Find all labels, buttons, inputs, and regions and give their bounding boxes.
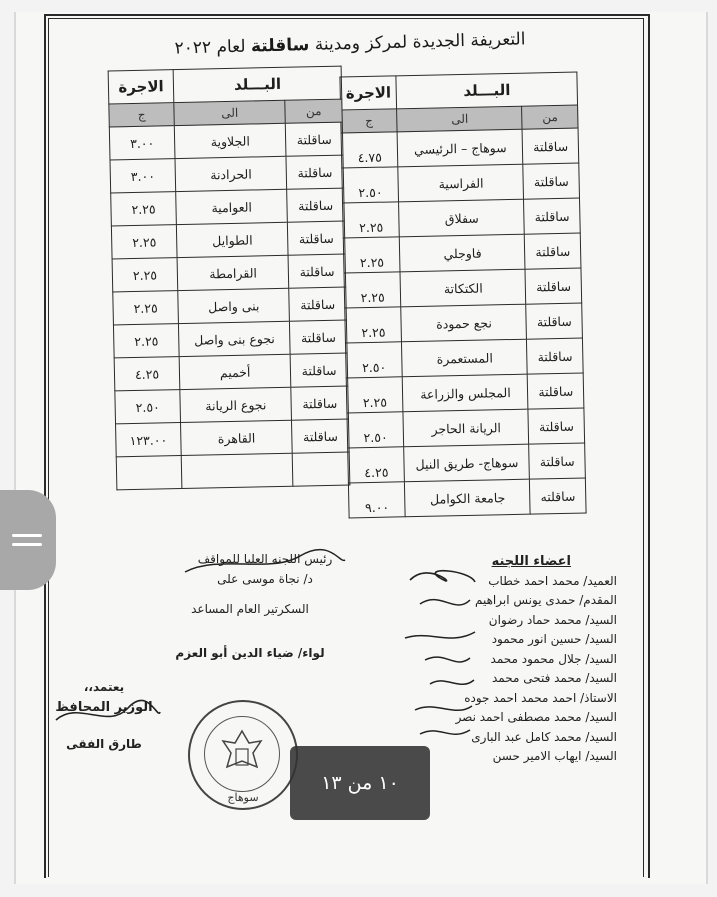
cell-from: ساقلتة	[289, 287, 346, 321]
cell-to: أخميم	[179, 354, 291, 389]
committee-member: السيد/ محمد كامل عبد البارى	[471, 729, 617, 744]
col-header-city: البـــلد	[396, 72, 577, 109]
fare-table-right	[339, 72, 586, 519]
table-row	[111, 221, 345, 259]
menu-line-icon	[12, 543, 42, 546]
cell-to: الكتكاتة	[400, 269, 526, 307]
approval-block	[44, 678, 164, 755]
col-header-from: من	[522, 105, 578, 129]
cell-to: فاوجلي	[400, 234, 526, 272]
cell-fare: ٢.٥٠	[347, 412, 404, 448]
cell-to: القاهرة	[181, 420, 293, 455]
cell-to: سوهاج- طريق النيل	[404, 444, 530, 482]
cell-fare: ٤.٢٥	[114, 357, 180, 391]
table-row	[343, 233, 581, 273]
secretary-block	[150, 600, 350, 663]
cell-from: ساقلتة	[292, 419, 349, 453]
cell-from: ساقلتة	[290, 320, 347, 354]
cell-fare: ٢.٢٥	[111, 192, 177, 226]
col-header-city: البـــلد	[173, 66, 342, 103]
col-header-fare: الاجرة	[340, 76, 397, 110]
cell-from: ساقلتة	[526, 303, 582, 339]
stamp-text: سوهاج	[227, 791, 259, 804]
col-header-from: من	[285, 99, 342, 123]
table-row	[116, 419, 350, 457]
cell-fare: ٤.٧٥	[341, 132, 398, 168]
menu-line-icon	[12, 534, 42, 537]
col-header-to: الى	[174, 100, 286, 125]
fare-table-left	[108, 66, 351, 491]
cell-fare: ٣.٠٠	[109, 126, 175, 160]
cell-fare: ٣.٠٠	[110, 159, 176, 193]
cell-fare: ٢.٢٥	[343, 202, 400, 238]
cell-from: ساقلتة	[291, 386, 348, 420]
cell-from	[292, 452, 349, 486]
cell-to: نجوع الريانة	[180, 387, 292, 422]
cell-fare: ١٢٣.٠٠	[116, 423, 182, 457]
table-row	[343, 198, 581, 238]
cell-to: الحرادنة	[175, 156, 287, 191]
cell-to: جامعة الكوامل	[405, 479, 531, 517]
head-committee-block	[170, 550, 360, 589]
committee-member: السيد/ ايهاب الامير حسن	[492, 749, 617, 763]
cell-from: ساقلتة	[286, 122, 343, 156]
cell-from: ساقلتة	[286, 155, 343, 189]
col-header-currency: ج	[341, 109, 398, 133]
table-row	[346, 373, 584, 413]
cell-fare: ٢.٥٠	[115, 390, 181, 424]
committee-member: السيد/ محمد فتحى محمد	[491, 671, 617, 685]
cell-fare: ٢.٢٥	[112, 258, 178, 292]
committee-member: العميد/ محمد احمد خطاب	[488, 573, 617, 588]
committee-member: السيد/ محمد مصطفى احمد نصر	[455, 710, 617, 724]
cell-fare: ٤.٢٥	[348, 447, 405, 483]
table-row	[348, 443, 586, 483]
cell-from: ساقلتة	[288, 221, 345, 255]
committee-member: الاستاذ/ احمد محمد احمد جوده	[464, 690, 617, 705]
approval-title: الوزير المحافظ	[55, 699, 153, 715]
table-row	[116, 452, 350, 490]
cell-from: ساقلتة	[524, 198, 580, 234]
cell-fare: ٢.٢٥	[344, 272, 401, 308]
stamp-eagle-icon	[204, 716, 280, 792]
cell-from: ساقلتة	[525, 233, 581, 269]
committee-title: اعضاء اللجنه	[491, 554, 571, 569]
cell-fare	[116, 456, 182, 490]
cell-fare: ٢.٥٠	[345, 342, 402, 378]
committee-member: السيد/ حسين انور محمود	[491, 632, 617, 646]
cell-to: القرامطة	[177, 255, 289, 290]
cell-to: العوامية	[176, 189, 288, 224]
table-row	[348, 478, 586, 518]
cell-to: المجلس والزراعة	[403, 374, 529, 412]
cell-from: ساقلتة	[288, 254, 345, 288]
table-row	[347, 408, 585, 448]
cell-fare: ٢.٢٥	[343, 237, 400, 273]
table-row	[113, 320, 347, 358]
secretary-name: لواء/ ضياء الدين أبو العزم	[175, 645, 325, 660]
cell-from: ساقلتة	[523, 128, 579, 164]
cell-fare: ٢.٢٥	[346, 377, 403, 413]
cell-to: نجوع بنى واصل	[179, 321, 291, 356]
side-drawer-handle[interactable]	[0, 490, 56, 590]
col-header-fare: الاجرة	[108, 70, 174, 104]
cell-to: بنى واصل	[178, 288, 290, 323]
cell-from: ساقلتة	[528, 408, 584, 444]
table-row	[113, 287, 347, 325]
cell-from: ساقلتة	[525, 268, 581, 304]
table-row	[345, 303, 583, 343]
col-header-currency: ج	[109, 103, 175, 127]
table-row	[341, 128, 579, 168]
table-row	[110, 155, 344, 193]
table-row	[114, 353, 348, 391]
page-title: التعريفة الجديدة لمركز ومدينة ساقلتة لعام ٢٠٢٢	[174, 29, 526, 59]
cell-to	[181, 453, 293, 488]
committee-member: المقدم/ حمدى يونس ابراهيم	[474, 593, 617, 607]
table-row	[112, 254, 346, 292]
cell-from: ساقلتة	[287, 188, 344, 222]
official-stamp	[188, 700, 298, 810]
table-row	[111, 188, 345, 226]
cell-fare: ٢.٢٥	[345, 307, 402, 343]
cell-from: ساقلتة	[528, 373, 584, 409]
cell-from: ساقلتة	[523, 163, 579, 199]
committee-member: السيد/ محمد حماد رضوان	[488, 612, 617, 627]
secretary-title: السكرتير العام المساعد	[191, 602, 309, 616]
committee-block	[377, 552, 617, 767]
cell-to: المستعمرة	[402, 339, 528, 377]
committee-member: السيد/ جلال محمود محمد	[490, 651, 617, 666]
approval-name: طارق الفقى	[66, 737, 142, 751]
cell-from: ساقلتة	[290, 353, 347, 387]
cell-fare: ٢.٢٥	[113, 324, 179, 358]
table-row	[109, 122, 343, 160]
page-indicator: ١٠ من ١٣	[290, 746, 430, 820]
cell-from: ساقلتة	[529, 443, 585, 479]
table-row	[344, 268, 582, 308]
col-header-to: الى	[397, 106, 523, 132]
cell-to: الجلاوية	[174, 123, 286, 158]
cell-fare: ٢.٢٥	[111, 225, 177, 259]
cell-to: الريانة الحاجر	[403, 409, 529, 447]
cell-from: ساقلتة	[527, 338, 583, 374]
cell-to: الطوايل	[176, 222, 288, 257]
head-committee-name: د/ نجاة موسى على	[217, 571, 313, 586]
cell-to: نجع حمودة	[401, 304, 527, 342]
head-committee-title: رئيس اللجنه العليا للمواقف	[197, 552, 333, 566]
cell-from: ساقلته	[530, 478, 586, 514]
table-row	[345, 338, 583, 378]
cell-to: الفراسية	[398, 164, 524, 202]
cell-to: سفلاق	[399, 199, 525, 237]
table-row	[342, 163, 580, 203]
table-row	[115, 386, 349, 424]
cell-fare: ٢.٢٥	[113, 291, 179, 325]
cell-fare: ٢.٥٠	[342, 167, 399, 203]
cell-to: سوهاج – الرئيسي	[397, 129, 523, 167]
approval-label: يعتمد،،	[83, 680, 125, 694]
cell-fare: ٩.٠٠	[348, 482, 405, 518]
